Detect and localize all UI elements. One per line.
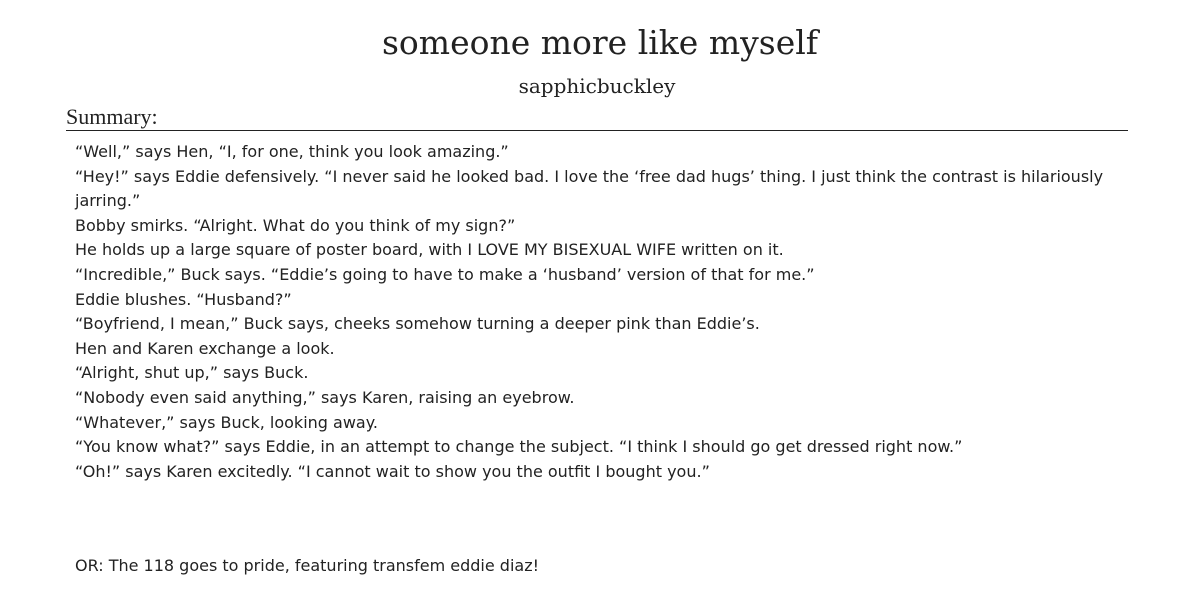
work-author[interactable]: sapphicbuckley (518, 74, 676, 98)
summary-body (75, 140, 1115, 484)
summary-line: “Whatever,” says Buck, looking away. (75, 412, 378, 432)
summary-line: “Incredible,” Buck says. “Eddie’s going to have to make a ‘husband’ version of that for me.” (75, 264, 815, 284)
summary-line: “Alright, shut up,” says Buck. (75, 363, 309, 383)
summary-line: Hen and Karen exchange a look. (75, 338, 335, 358)
summary-line: He holds up a large square of poster board, with I LOVE MY BISEXUAL WIFE written on it. (75, 240, 784, 260)
summary-line: “Well,” says Hen, “I, for one, think you look amazing.” (75, 142, 509, 161)
summary-alternate: OR: The 118 goes to pride, featuring transfem eddie diaz! (75, 556, 540, 575)
summary-line: “Boyfriend, I mean,” Buck says, cheeks somehow turning a deeper pink than Eddie’s. (75, 314, 760, 334)
summary-line: “Nobody even said anything,” says Karen, raising an eyebrow. (75, 387, 575, 407)
work-title: someone more like myself (381, 23, 818, 62)
summary-line: Eddie blushes. “Husband?” (75, 289, 292, 309)
summary-line: “Hey!” says Eddie defensively. “I never said he looked bad. I love the ‘free dad hugs’ thing. I just think the contrast is hilariously jarring.” (75, 166, 1104, 211)
summary-line: “You know what?” says Eddie, in an attempt to change the subject. “I think I should go get dressed right now.” (75, 437, 963, 457)
summary-line: “Oh!” says Karen excitedly. “I cannot wait to show you the outfit I bought you.” (75, 461, 710, 481)
summary-heading: Summary: (66, 104, 1128, 131)
summary-line: Bobby smirks. “Alright. What do you think of my sign?” (75, 215, 516, 235)
